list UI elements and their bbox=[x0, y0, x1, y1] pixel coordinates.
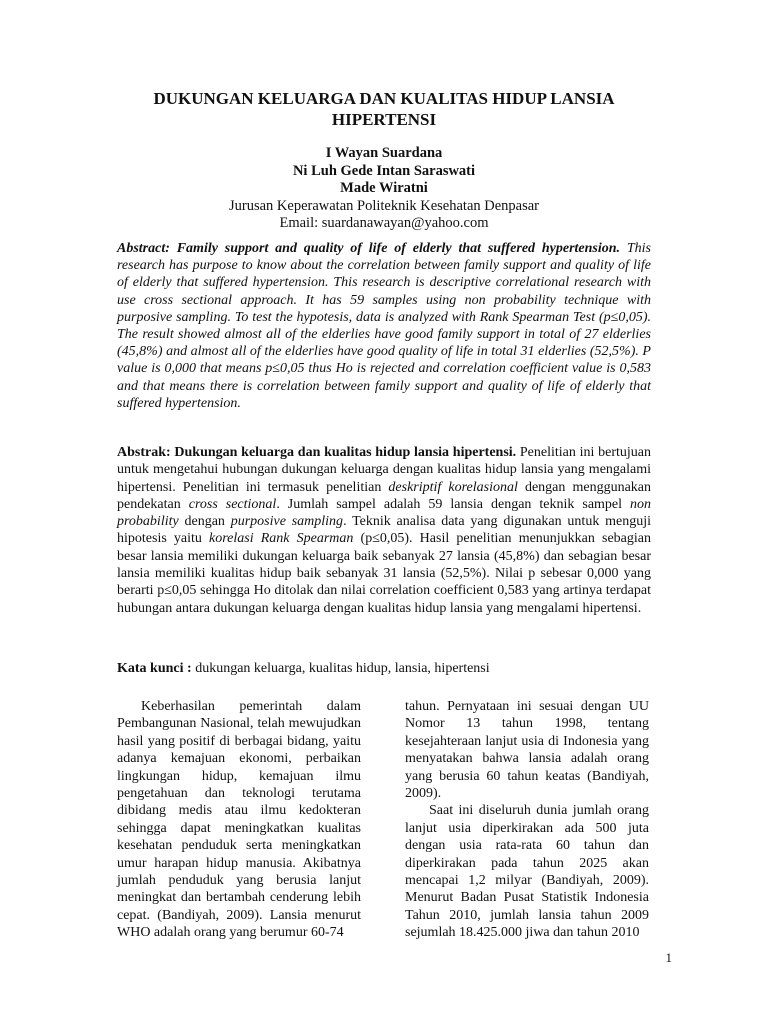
abstract-id-italic: non probability bbox=[117, 496, 652, 530]
body-column-right bbox=[405, 698, 649, 942]
author-email: Email: suardanawayan@yahoo.com bbox=[279, 215, 489, 231]
keywords-label: Kata kunci : bbox=[117, 661, 192, 676]
abstract-indonesian-label: Abstrak: Dukungan keluarga dan kualitas hidup lansia hipertensi. bbox=[117, 445, 517, 460]
abstract-id-italic: cross sectional bbox=[188, 496, 277, 512]
author-block bbox=[100, 145, 668, 233]
page-number: 1 bbox=[665, 950, 672, 965]
affiliation: Jurusan Keperawatan Politeknik Kesehatan Denpasar bbox=[228, 197, 540, 214]
abstract-indonesian bbox=[117, 444, 651, 617]
abstract-id-text: . Jumlah sampel adalah 59 lansia dengan teknik sampel bbox=[276, 496, 631, 512]
abstract-id-text: Penelitian ini bertujuan untuk mengetahui hubungan dukungan keluarga dengan kualitas hidup lansia yang mengalami hipertensi. Penelitian ini termasuk penelitian bbox=[117, 445, 651, 495]
paper-title bbox=[100, 88, 668, 130]
abstract-english-label: Abstract: Family support and quality of life of elderly that suffered hypertension. bbox=[117, 241, 621, 256]
abstract-id-text: . Teknik analisa data yang digunakan untuk menguji hipotesis yaitu bbox=[117, 514, 651, 547]
body-paragraph: Saat ini diseluruh dunia jumlah orang lanjut usia diperkirakan ada 500 juta dengan usia rata-rata 60 tahun dan diperkirakan pada tahun 2025 akan mencapai 1,2 milyar (Bandiyah, 2009). Menurut Badan Pusat Statistik Indonesia Tahun 2010, jumlah lansia tahun 2009 sejumlah 18.425.000 jiwa dan tahun 2010 bbox=[405, 803, 649, 941]
abstract-english-body: This research has purpose to know about the correlation between family support and quality of life of elderly that suffered hypertension. This research is descriptive correlational research with use cross sectional approach. It has 59 samples using non probability technique with purposive sampling. To test the hypotesis, data is analyzed with Rank Spearman Test (p≤0,05). The result showed almost all of the elderlies have good family support in total of 27 elderlies (45,8%) and almost all of the elderlies have good quality of life in total 31 elderlies (52,5%). P value is 0,000 that means p≤0,05 thus Ho is rejected and correlation coefficient value is 0,583 and that means there is correlation between family support and quality of life of elderly that suffered hypertension. bbox=[117, 241, 652, 411]
abstract-id-italic: deskriptif korelasional bbox=[388, 479, 518, 495]
author-1: I Wayan Suardana bbox=[325, 145, 443, 161]
body-paragraph: tahun. Pernyataan ini sesuai dengan UU Nomor 13 tahun 1998, tentang kesejahteraan lanjut usia di Indonesia yang menyatakan bahwa lansia adalah orang yang berusia 60 tahun keatas (Bandiyah, 2009). bbox=[405, 699, 649, 802]
author-3: Made Wiratni bbox=[340, 180, 428, 196]
abstract-id-italic: korelasi Rank Spearman bbox=[209, 531, 354, 547]
abstract-id-text: dengan bbox=[178, 514, 231, 530]
body-paragraph: Keberhasilan pemerintah dalam Pembangunan Nasional, telah mewujudkan hasil yang positif di berbagai bidang, yaitu adanya kemajuan ekonomi, perbaikan lingkungan hidup, kemajuan ilmu pengetahuan dan teknologi terutama dibidang medis atau ilmu kedokteran sehingga dapat meningkatkan kualitas kesehatan penduduk serta meningkatkan umur harapan hidup manusia. Akibatnya jumlah penduduk yang berusia lanjut meningkat dan bertambah cenderung lebih cepat. (Bandiyah, 2009). Lansia menurut WHO adalah orang yang berumur 60-74 bbox=[117, 699, 361, 941]
keywords-text: dukungan keluarga, kualitas hidup, lansia, hipertensi bbox=[191, 661, 490, 676]
body-column-left bbox=[117, 698, 361, 942]
keywords bbox=[117, 660, 651, 677]
title-line-1: DUKUNGAN KELUARGA DAN KUALITAS HIDUP LANSIA bbox=[153, 89, 615, 108]
title-line-2: HIPERTENSI bbox=[331, 110, 437, 129]
abstract-english bbox=[117, 240, 651, 412]
abstract-id-text: (p≤0,05). Hasil penelitian menunjukkan sebagian besar lansia memiliki dukungan keluarga baik sebanyak 27 lansia (45,8%) dan sebagian besar lansia memiliki kualitas hidup baik sebanyak 31 lansia (52,5%). Nilai p sebesar 0,000 yang berarti p≤0,05 sehingga Ho ditolak dan nilai correlation coefficient 0,583 yang artinya terdapat hubungan antara dukungan keluarga dengan kualitas hidup lansia yang mengalami hipertensi. bbox=[117, 531, 652, 616]
abstract-id-text: dengan menggunakan pendekatan bbox=[117, 479, 652, 512]
author-2: Ni Luh Gede Intan Saraswati bbox=[292, 162, 476, 179]
abstract-id-italic: purposive sampling bbox=[230, 514, 344, 530]
